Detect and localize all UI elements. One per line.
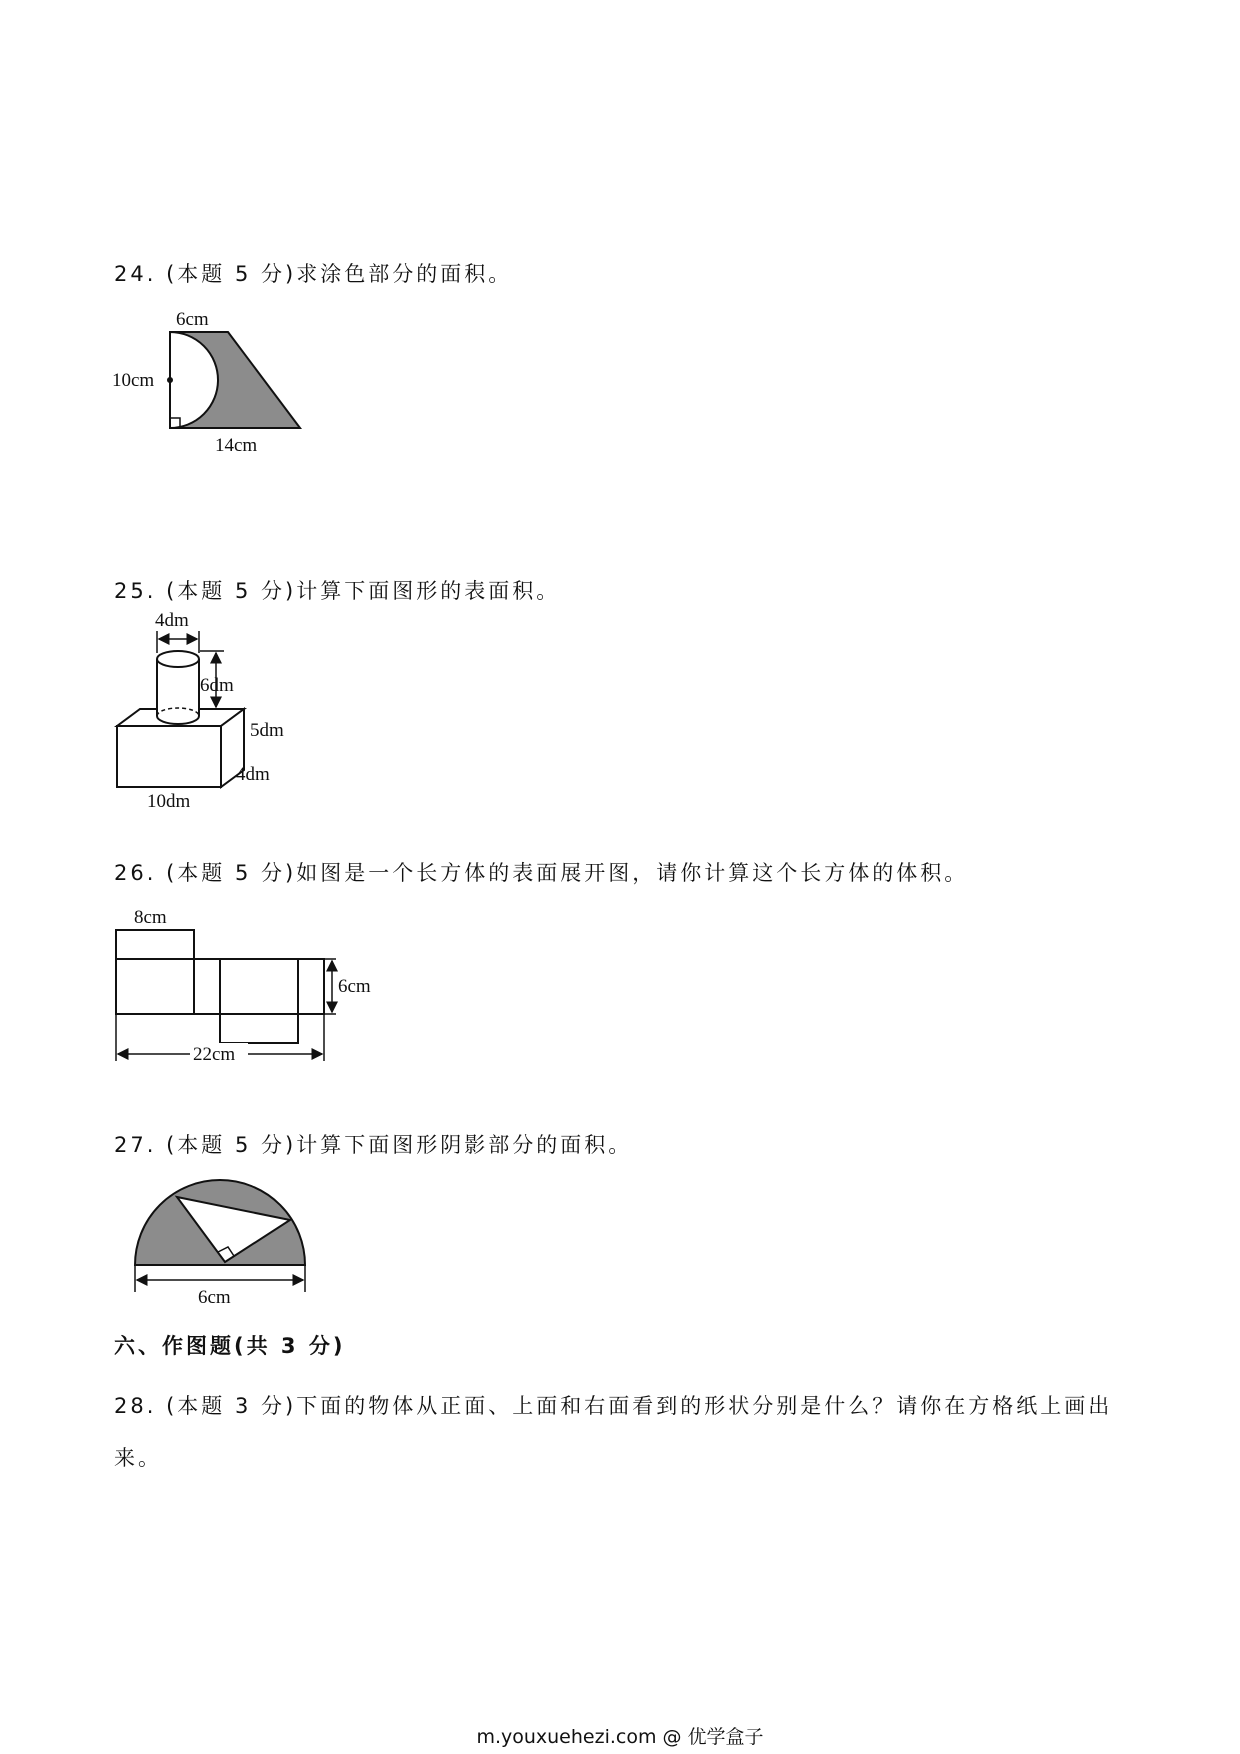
question-number: 27. [114,1133,157,1157]
net-face-2 [194,959,220,1014]
question-text: 计算下面图形阴影部分的面积。 [296,1133,633,1157]
question-27 [114,1129,632,1159]
net-face-4 [298,959,324,1014]
question-number: 26. [114,861,157,885]
section-6-title: 六、作图题(共 3 分) [114,1334,346,1358]
footer-watermark: m.youxuehezi.com @ 优学盒子 [476,1726,764,1748]
question-text: 计算下面图形的表面积。 [296,579,561,603]
cylinder-top [157,651,199,667]
question-points: (本题 5 分) [166,861,297,885]
label-left: 10cm [112,370,155,391]
label-cyl-diameter: 4dm [155,610,189,631]
question-points: (本题 5 分) [166,262,297,286]
label-top: 8cm [134,907,167,928]
question-text: 求涂色部分的面积。 [296,262,513,286]
question-25 [114,575,560,605]
figure-25 [100,603,320,813]
figure-26 [100,893,400,1073]
label-box-length: 10dm [147,791,191,812]
label-bottom: 22cm [193,1044,236,1065]
question-points: (本题 5 分) [166,1133,297,1157]
net-bottom-face [220,1014,298,1043]
net-top-face [116,930,194,959]
question-24 [114,258,512,288]
center-dot [167,377,173,383]
label-cyl-height: 6dm [200,675,234,696]
question-text: 如图是一个长方体的表面展开图，请你计算这个长方体的体积。 [296,861,969,885]
label-box-depth: 4dm [236,764,270,785]
label-top: 6cm [176,309,209,330]
question-points: (本题 5 分) [166,579,297,603]
label-right: 6cm [338,976,371,997]
label-diameter: 6cm [198,1287,231,1308]
figure-24 [100,300,320,460]
question-number: 25. [114,579,157,603]
question-points: (本题 3 分) [166,1394,297,1418]
box-front [117,726,221,787]
label-box-height: 5dm [250,720,284,741]
figure-27 [120,1170,320,1310]
question-number: 28. [114,1394,157,1418]
label-bottom: 14cm [215,435,258,456]
question-number: 24. [114,262,157,286]
cylinder-body [157,659,199,724]
question-28 [114,1380,1124,1484]
net-face-3 [220,959,298,1014]
question-26 [114,857,968,887]
net-face-1 [116,959,194,1014]
question-text: 下面的物体从正面、上面和右面看到的形状分别是什么？请你在方格纸上画出来。 [114,1394,1113,1470]
